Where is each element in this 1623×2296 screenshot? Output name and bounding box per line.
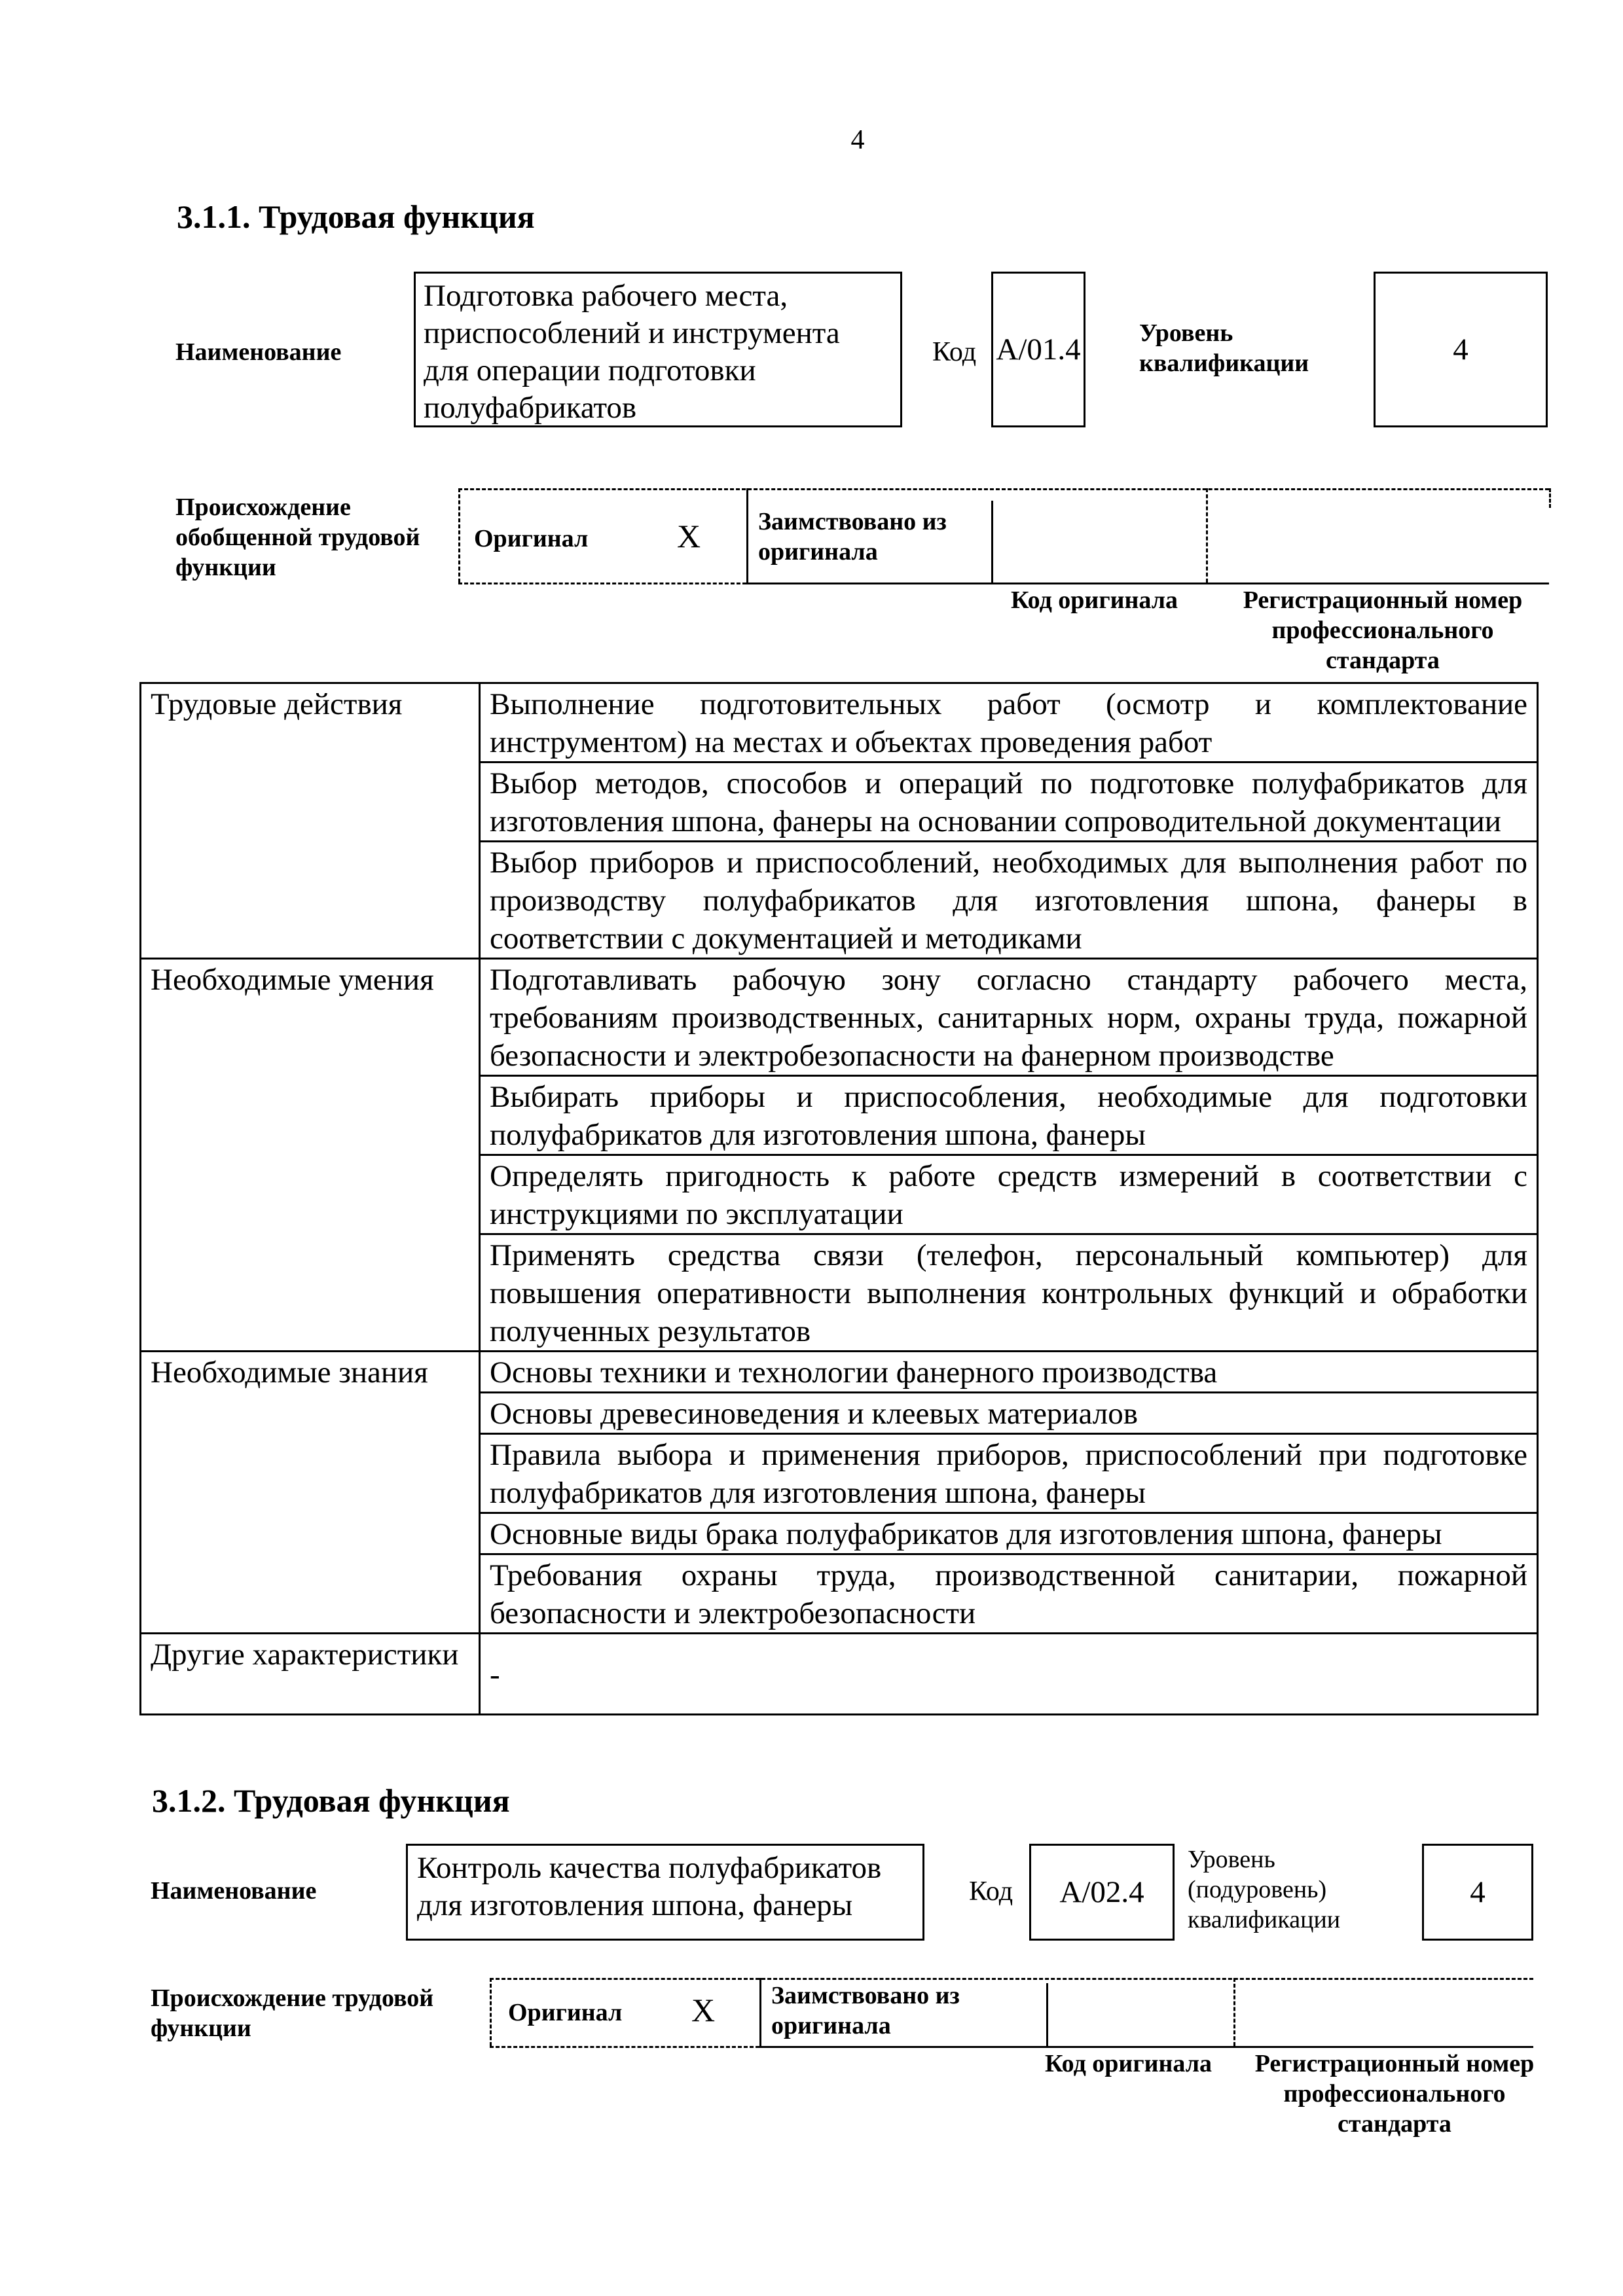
function-details-table [139,682,1539,1715]
borrowed-label-2: Заимствовано из оригинала [771,1982,960,2039]
reg-number-caption-1: Регистрационный номер профессионального стандарта [1243,586,1523,674]
code-value-1: А/01.4 [996,332,1081,367]
level-value-box-2 [1422,1844,1533,1941]
section-heading-2: 3.1.2. Трудовая функция [152,1782,510,1819]
table-cell: Основные виды брака полуфабрикатов для изготовления шпона, фанеры [480,1513,1538,1554]
level-value-2: 4 [1470,1875,1486,1909]
table-cell: - [480,1634,1538,1715]
original-mark-2: Х [691,1992,716,2028]
original-mark-1: Х [677,518,701,554]
category-required-skills: Необходимые умения [141,959,480,1352]
original-label-2: Оригинал [508,1999,623,2026]
code-value-box-2 [1029,1844,1175,1941]
category-other-characteristics: Другие характеристики [141,1634,480,1715]
table-row [141,1352,1538,1393]
table-cell: Основы техники и технологии фанерного производства [480,1352,1538,1393]
level-value-box-1 [1374,272,1548,427]
table-cell: Выполнение подготовительных работ (осмотр и комплектование инструментом) на местах и объектах проведения работ [480,683,1538,762]
level-label-1: Уровень квалификации [1139,319,1309,377]
table-cell: Требования охраны труда, производственной санитарии, пожарной безопасности и электробезопасности [480,1554,1538,1634]
table-cell: Выбор приборов и приспособлений, необходимых для выполнения работ по производству полуфабрикатов для изготовления шпона, фанеры в соответствии с документацией и методиками [480,842,1538,959]
table-cell: Определять пригодность к работе средств измерений в соответствии с инструкциями по эксплуатации [480,1155,1538,1234]
section-heading-1: 3.1.1. Трудовая функция [177,198,535,235]
category-required-knowledge: Необходимые знания [141,1352,480,1634]
code-value-box-1 [991,272,1085,427]
table-cell: Правила выбора и применения приборов, приспособлений при подготовке полуфабрикатов для изготовления шпона, фанеры [480,1434,1538,1513]
origin-label-1: Происхождение обобщенной трудовой функции [175,493,420,581]
code-value-2: А/02.4 [1059,1875,1144,1909]
name-value-box-2 [406,1844,924,1941]
code-label-2: Код [969,1876,1013,1907]
level-label-2: Уровень (подуровень) квалификации [1188,1846,1341,1933]
table-row [141,683,1538,762]
table-row [141,959,1538,1076]
table-cell: Применять средства связи (телефон, персональный компьютер) для повышения оперативности выполнения контрольных функций и обработки полученных результатов [480,1234,1538,1352]
level-value-1: 4 [1453,332,1468,367]
page-number: 4 [850,125,865,155]
name-label-1: Наименование [175,338,342,366]
origin-label-2: Происхождение трудовой функции [151,1984,434,2042]
table-row [141,1634,1538,1715]
name-value-box-1 [414,272,902,427]
table-cell: Подготавливать рабочую зону согласно стандарту рабочего места, требованиям производственных, санитарных норм, охраны труда, пожарной безопасности и электробезопасности на фанерном производстве [480,959,1538,1076]
code-original-caption-2: Код оригинала [1045,2050,1213,2077]
table-cell: Основы древесиноведения и клеевых материалов [480,1393,1538,1434]
name-label-2: Наименование [151,1877,317,1905]
original-label-1: Оригинал [474,525,589,552]
borrowed-label-1: Заимствовано из оригинала [758,508,947,565]
category-labor-actions: Трудовые действия [141,683,480,959]
name-value-2: Контроль качества полуфабрикатов для изготовления шпона, фанеры [417,1851,882,1922]
reg-number-caption-2: Регистрационный номер профессионального стандарта [1254,2050,1535,2138]
table-cell: Выбор методов, способов и операций по подготовке полуфабрикатов для изготовления шпона, фанеры на основании сопроводительной документации [480,762,1538,842]
table-cell: Выбирать приборы и приспособления, необходимые для подготовки полуфабрикатов для изготовления шпона, фанеры [480,1076,1538,1155]
code-label-1: Код [932,337,977,367]
code-original-caption-1: Код оригинала [1011,586,1178,614]
name-value-1: Подготовка рабочего места, приспособлений и инструмента для операции подготовки полуфабрикатов [424,279,840,425]
